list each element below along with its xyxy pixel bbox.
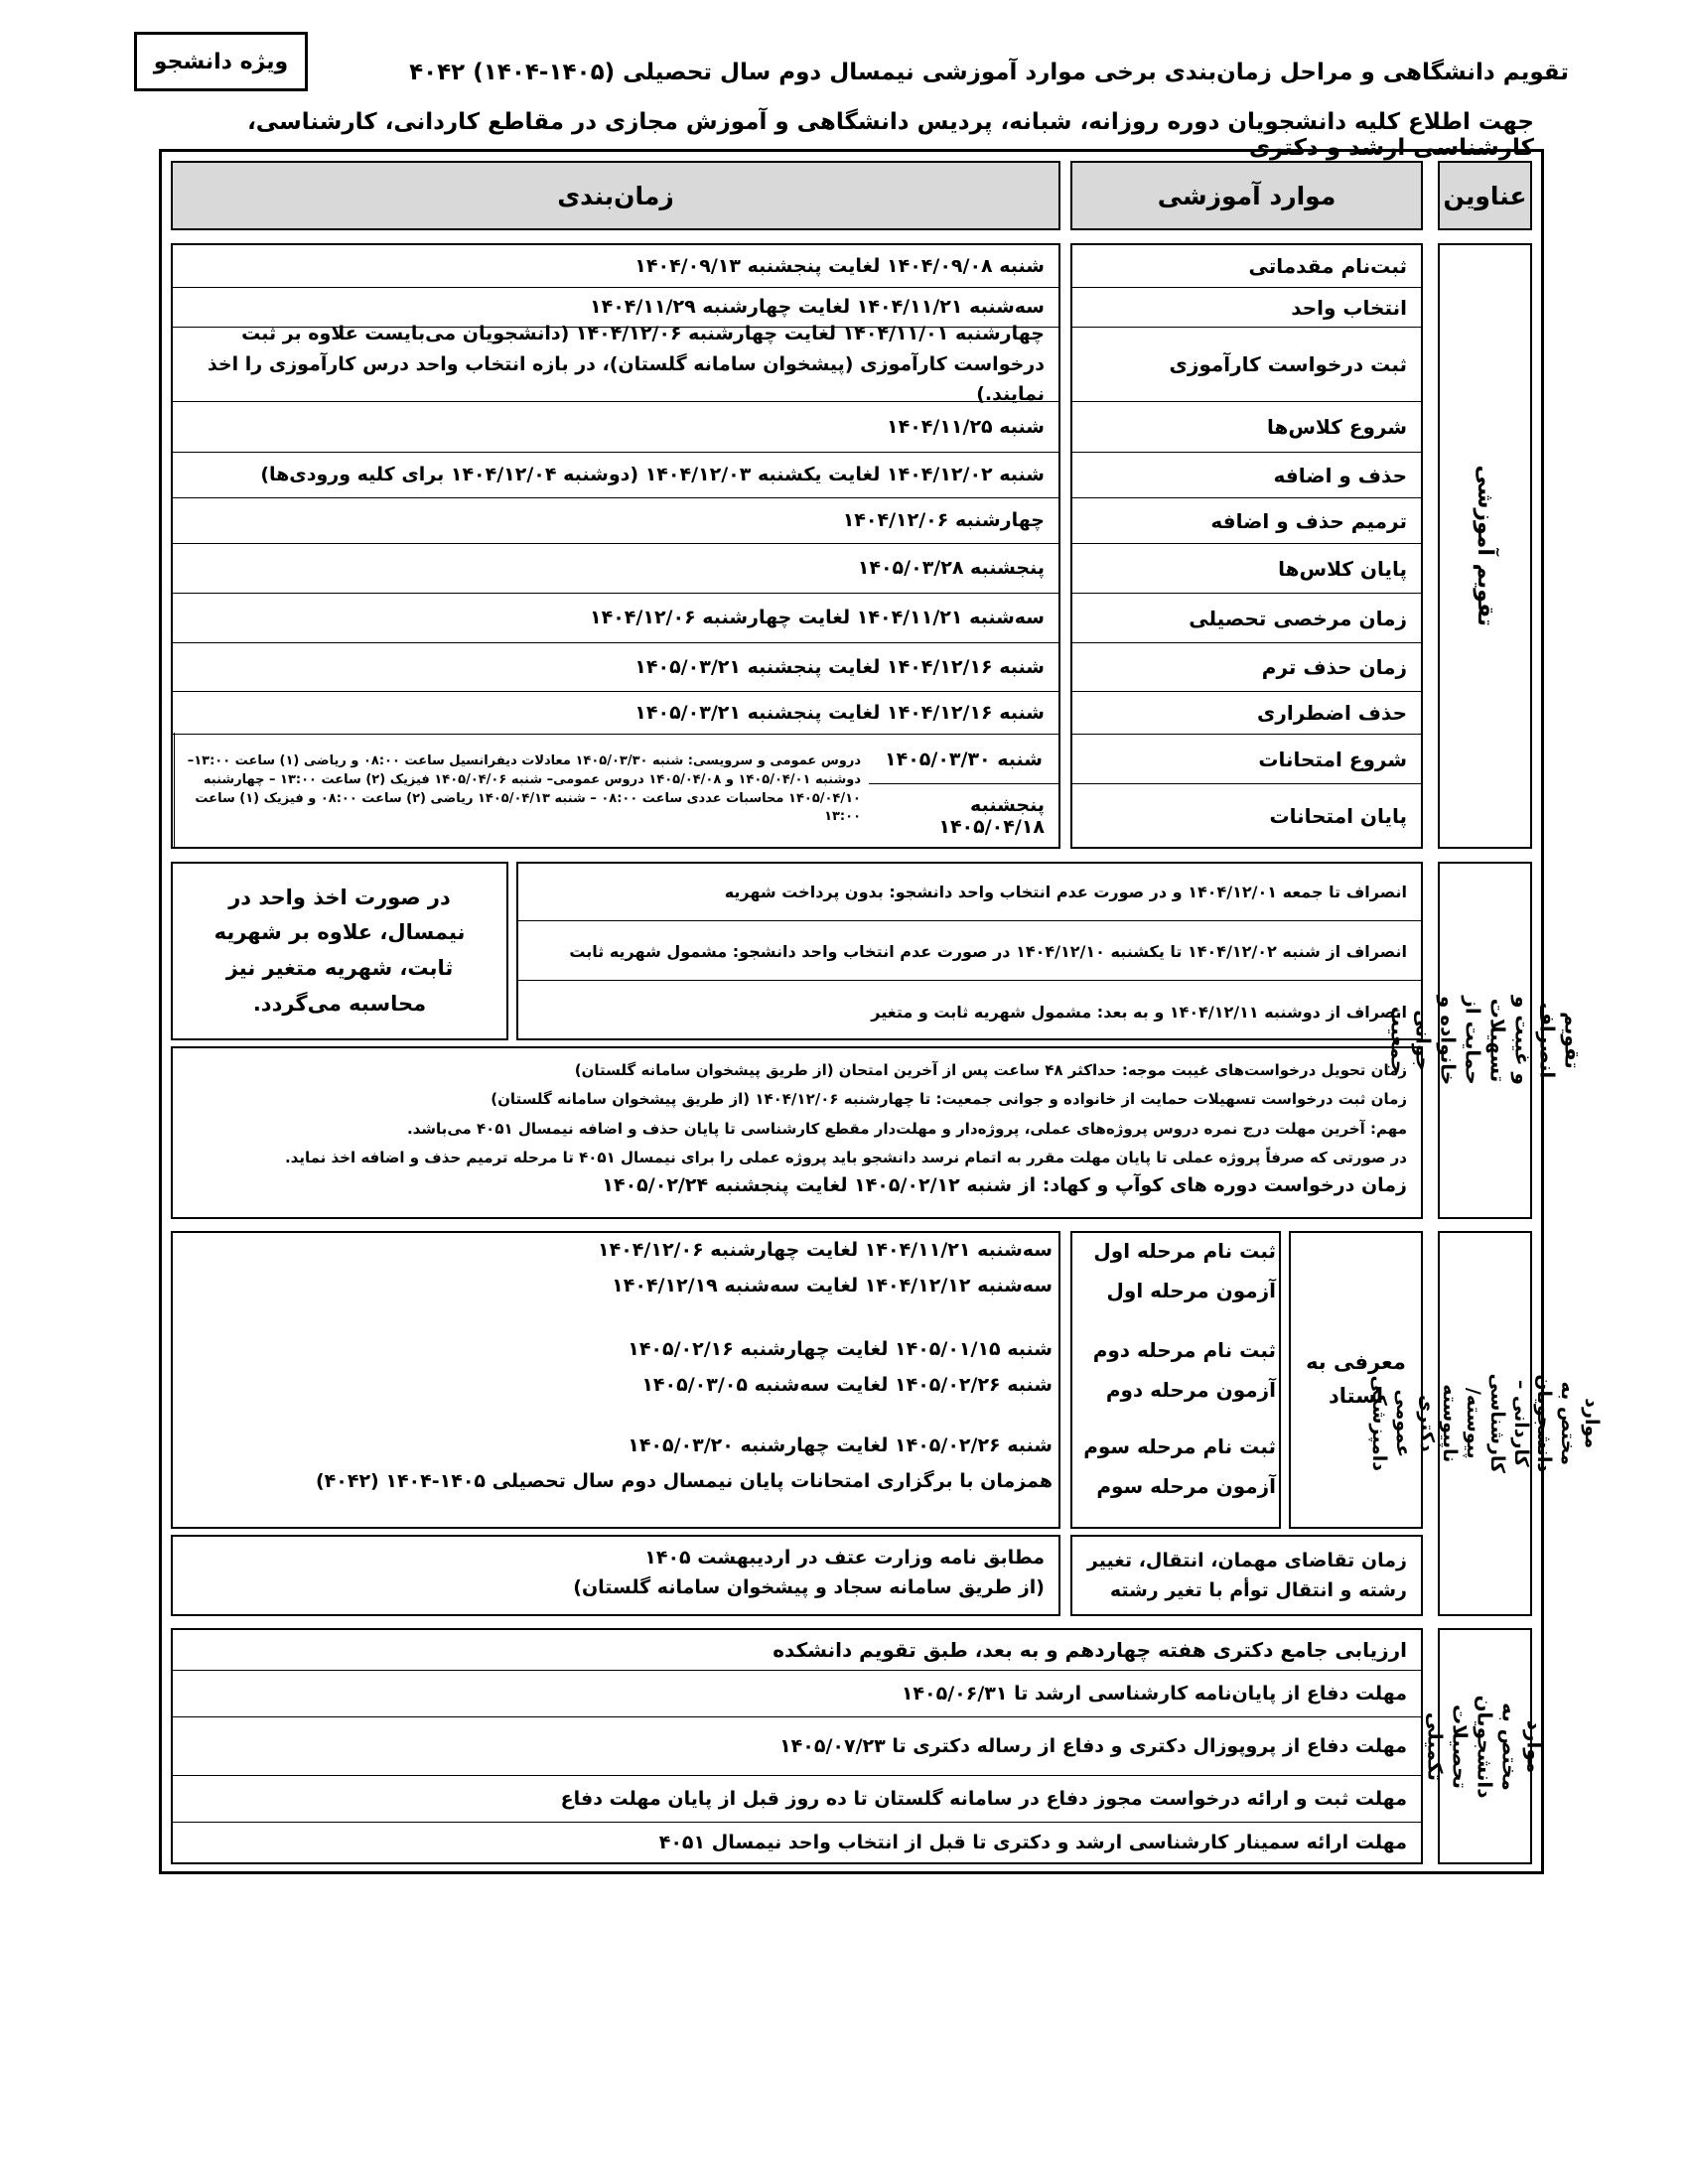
coop-note: زمان درخواست دوره های کوآپ و کهاد: از شنبه ۱۴۰۵/۰۲/۱۲ لغایت پنجشنبه ۱۴۰۵/۰۲/۲۴ [602, 1174, 1407, 1196]
graduate-row: ارزیابی جامع دکتری هفته چهاردهم و به بعد، طبق تقویم دانشکده [173, 1630, 1421, 1671]
stage-registration: ثبت نام مرحله دوم [1092, 1338, 1276, 1362]
academic-date: سه‌شنبه ۱۴۰۴/۱۱/۲۱ لغایت چهارشنبه ۱۴۰۴/۱۲/۰۶ [173, 594, 1058, 643]
stage-registration: ثبت نام مرحله سوم [1083, 1434, 1276, 1458]
academic-date: چهارشنبه ۱۴۰۴/۱۱/۰۱ لغایت چهارشنبه ۱۴۰۴/۱۲/۰۶ (دانشجویان می‌بایست علاوه بر ثبت درخواست کارآموزی (پیشخوان سامانه گلستان)، در بازه انتخاب واحد درس کارآموزی را اخذ نمایند.) [173, 328, 1058, 402]
stage-registration-date: شنبه ۱۴۰۵/۰۱/۱۵ لغایت چهارشنبه ۱۴۰۵/۰۲/۱۶ [628, 1338, 1053, 1360]
graduate-row: مهلت ثبت و ارائه درخواست مجوز دفاع در سامانه گلستان تا ده روز قبل از پایان مهلت دفاع [173, 1776, 1421, 1823]
stage-exam: آزمون مرحله سوم [1096, 1474, 1276, 1498]
tuition-note: در صورت اخذ واحد در نیمسال، علاوه بر شهریه ثابت، شهریه متغیر نیز محاسبه می‌گردد. [171, 862, 508, 1040]
header-titles: عناوین [1438, 161, 1532, 230]
section-withdrawal-label: تقویم انصراف و غیبت و تسهیلات حمایت از خانواده و جوانی جمعیت [1438, 862, 1532, 1219]
graduate-row: مهلت دفاع از پایان‌نامه کارشناسی ارشد تا ۱۴۰۵/۰۶/۳۱ [173, 1671, 1421, 1717]
academic-date: شنبه ۱۴۰۴/۱۱/۲۵ [173, 402, 1058, 453]
academic-date: شنبه ۱۴۰۴/۱۲/۱۶ لغایت پنجشنبه ۱۴۰۵/۰۳/۲۱ [173, 643, 1058, 692]
academic-item: حذف اضطراری [1072, 692, 1421, 735]
stage-exam: آزمون مرحله اول [1106, 1279, 1276, 1302]
academic-item: ثبت‌نام مقدماتی [1072, 245, 1421, 288]
academic-item: زمان حذف ترم [1072, 643, 1421, 692]
academic-item: پایان کلاس‌ها [1072, 544, 1421, 594]
absence-note: زمان تحویل درخواست‌های غیبت موجه: حداکثر ۴۸ ساعت پس از آخرین امتحان (از طریق پیشخوان سامانه گلستان) [574, 1061, 1407, 1079]
transfer-item: زمان تقاضای مهمان، انتقال، تغییر رشته و انتقال توأم با تغیر رشته [1070, 1535, 1423, 1616]
transfer-date [171, 1535, 1060, 1616]
academic-item: ثبت درخواست کارآموزی [1072, 328, 1421, 402]
stage-exam-date: شنبه ۱۴۰۵/۰۲/۲۶ لغایت سه‌شنبه ۱۴۰۵/۰۳/۰۵ [641, 1374, 1053, 1396]
absence-note: مهم: آخرین مهلت درج نمره دروس پروژه‌های عملی، پروژه‌دار و مهلت‌دار مقطع کارشناسی تا پایان حذف و اضافه نیمسال ۴۰۵۱ می‌باشد. [406, 1119, 1407, 1138]
academic-item: زمان مرخصی تحصیلی [1072, 594, 1421, 643]
stage-exam-date: همزمان با برگزاری امتحانات پایان نیمسال دوم سال تحصیلی ۱۴۰۵-۱۴۰۴ (۴۰۴۲) [315, 1470, 1053, 1492]
page-title: تقویم دانشگاهی و مراحل زمان‌بندی برخی موارد آموزشی نیمسال دوم سال تحصیلی (۱۴۰۵-۱۴۰۴) ۴۰۴۲ [409, 60, 1569, 85]
academic-item: انتخاب واحد [1072, 288, 1421, 328]
stage-exam: آزمون مرحله دوم [1105, 1378, 1276, 1402]
withdrawal-row: انصراف تا جمعه ۱۴۰۴/۱۲/۰۱ و در صورت عدم انتخاب واحد دانشجو: بدون پرداخت شهریه [518, 864, 1421, 921]
academic-date: سه‌شنبه ۱۴۰۴/۱۱/۲۱ لغایت چهارشنبه ۱۴۰۴/۱۱/۲۹ [173, 288, 1058, 328]
section-undergrad-label: موارد مختص به دانشجویان کاردانی – کارشناسی پیوسته/ناپیوسته دکتری عمومی دامپزشکی [1438, 1231, 1532, 1616]
academic-date: پنجشنبه ۱۴۰۵/۰۳/۲۸ [173, 544, 1058, 594]
header-schedule: زمان‌بندی [171, 161, 1060, 230]
transfer-date-line1: مطابق نامه وزارت عتف در اردیبهشت ۱۴۰۵ [644, 1547, 1045, 1569]
academic-item: ترمیم حذف و اضافه [1072, 498, 1421, 544]
graduate-row: مهلت دفاع از پروپوزال دکتری و دفاع از رساله دکتری تا ۱۴۰۵/۰۷/۲۳ [173, 1717, 1421, 1776]
academic-item: حذف و اضافه [1072, 453, 1421, 498]
absence-notes-box [171, 1046, 1423, 1219]
academic-item: شروع امتحانات [1072, 735, 1421, 784]
academic-item: شروع کلاس‌ها [1072, 402, 1421, 453]
academic-date: شنبه ۱۴۰۵/۰۳/۳۰ [869, 735, 1058, 784]
academic-date: چهارشنبه ۱۴۰۴/۱۲/۰۶ [173, 498, 1058, 544]
stage-registration: ثبت نام مرحله اول [1093, 1239, 1276, 1263]
student-badge: ویژه دانشجو [134, 32, 308, 91]
absence-note: زمان ثبت درخواست تسهیلات حمایت از خانواده و جوانی جمعیت: تا چهارشنبه ۱۴۰۴/۱۲/۰۶ (از طریق پیشخوان سامانه گلستان) [491, 1090, 1407, 1109]
page-subtitle: جهت اطلاع کلیه دانشجویان دوره روزانه، شبانه، پردیس دانشگاهی و آموزش مجازی در مقاطع کاردانی، کارشناسی، کارشناسی ارشد و دکتری [247, 109, 1534, 161]
exam-schedule-note: دروس عمومی و سرویسی: شنبه ۱۴۰۵/۰۳/۳۰ معادلات دیفرانسیل ساعت ۰۸:۰۰ و ریاضی (۱) ساعت ۱۳:۰۰– دوشنبه ۱۴۰۵/۰۴/۰۱ و ۱۴۰۵/۰۴/۰۸ دروس عمومی– شنبه ۱۴۰۵/۰۴/۰۶ فیزیک (۲) ساعت ۱۳:۰۰ – چهارشنبه ۱۴۰۵/۰۴/۱۰ محاسبات عددی ساعت ۰۸:۰۰ – شنبه ۱۴۰۵/۰۴/۱۳ ریاضی (۲) ساعت ۰۸:۰۰ و فیزیک (۱) ساعت ۱۳:۰۰ [174, 733, 869, 847]
academic-date: شنبه ۱۴۰۴/۱۲/۱۶ لغایت پنجشنبه ۱۴۰۵/۰۳/۲۱ [173, 692, 1058, 735]
stage-exam-date: سه‌شنبه ۱۴۰۴/۱۲/۱۲ لغایت سه‌شنبه ۱۴۰۴/۱۲/۱۹ [612, 1275, 1053, 1297]
academic-item: پایان امتحانات [1269, 803, 1407, 828]
withdrawal-row: انصراف از دوشنبه ۱۴۰۴/۱۲/۱۱ و به بعد: مشمول شهریه ثابت و متغیر [871, 1002, 1407, 1022]
absence-note: در صورتی که صرفاً پروژه عملی تا پایان مهلت مقرر به اتمام نرسد دانشجو باید پروژه عملی را برای نیمسال ۴۰۵۱ تا مرحله ترمیم حذف و اضافه اخذ نماید. [284, 1148, 1407, 1166]
academic-date: پنجشنبه ۱۴۰۵/۰۴/۱۸ [938, 793, 1045, 838]
withdrawal-row: انصراف از شنبه ۱۴۰۴/۱۲/۰۲ تا یکشنبه ۱۴۰۴/۱۲/۱۰ در صورت عدم انتخاب واحد دانشجو: مشمول شهریه ثابت [518, 923, 1421, 981]
academic-date: شنبه ۱۴۰۴/۰۹/۰۸ لغایت پنجشنبه ۱۴۰۴/۰۹/۱۳ [173, 245, 1058, 288]
introduce-to-professor-label: معرفی به استاد [1289, 1231, 1423, 1529]
section-academic-calendar-label: تقویم آموزشی [1438, 243, 1532, 849]
academic-date: شنبه ۱۴۰۴/۱۲/۰۲ لغایت یکشنبه ۱۴۰۴/۱۲/۰۳ (دوشنبه ۱۴۰۴/۱۲/۰۴ برای کلیه ورودی‌ها) [173, 453, 1058, 498]
graduate-row: مهلت ارائه سمینار کارشناسی ارشد و دکتری تا قبل از انتخاب واحد نیمسال ۴۰۵۱ [658, 1832, 1407, 1853]
stage-registration-date: سه‌شنبه ۱۴۰۴/۱۱/۲۱ لغایت چهارشنبه ۱۴۰۴/۱۲/۰۶ [598, 1239, 1053, 1261]
section-graduate-label: موارد مختص به دانشجویان تحصیلات تکمیلی [1438, 1628, 1532, 1864]
transfer-date-line2: (از طریق سامانه سجاد و پیشخوان سامانه گلستان) [573, 1576, 1045, 1599]
stage-registration-date: شنبه ۱۴۰۵/۰۲/۲۶ لغایت چهارشنبه ۱۴۰۵/۰۳/۲۰ [628, 1434, 1053, 1456]
header-items: موارد آموزشی [1070, 161, 1423, 230]
